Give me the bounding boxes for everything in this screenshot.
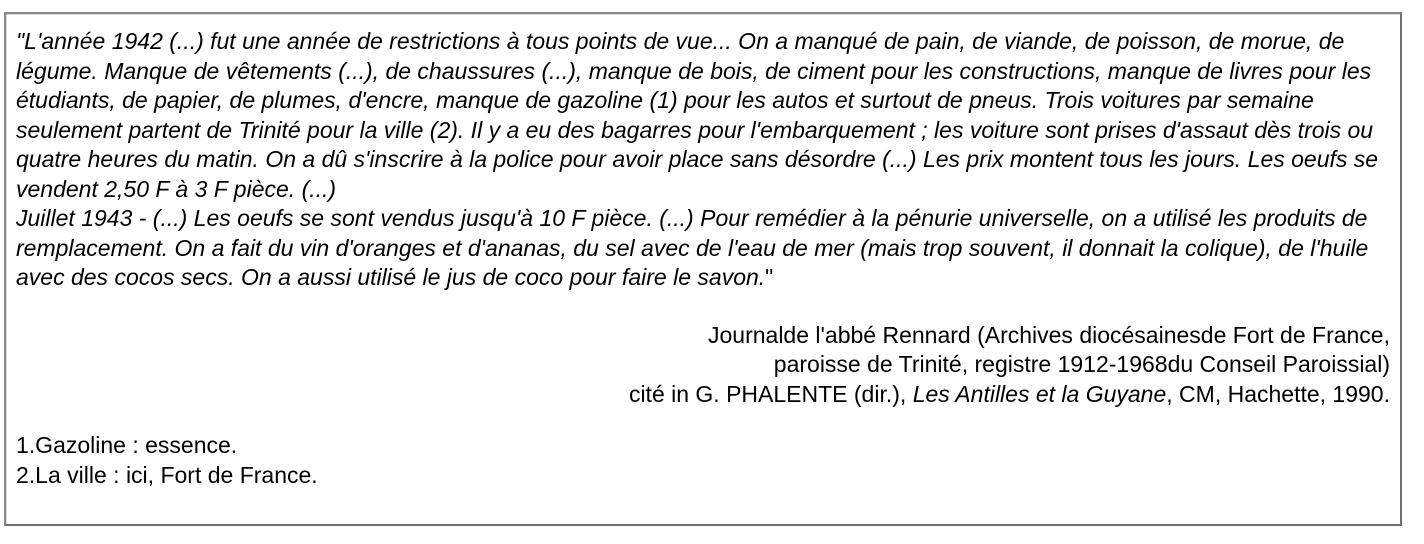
source-line-1: Journalde l'abbé Rennard (Archives diocésainesde Fort de France, <box>708 321 1390 348</box>
footnotes <box>16 431 1390 490</box>
source-line-3-prefix: cité in G. PHALENTE (dir.), <box>628 380 913 407</box>
source-line-3 <box>16 380 1390 410</box>
quote-paragraph-1: "L'année 1942 (...) fut une année de restrictions à tous points de vue... On a manqué de pain, de viande, de poisson, de morue, de légume. Manque de vêtements (...), de chaussures (...), manque de bois, de ciment pour les constructions, manque de livres pour les étudiants, de papier, de plumes, d'encre, manque de gazoline (1) pour les autos et surtout de pneus. Trois voitures par semaine seulement partent de Trinité pour la ville (2). Il y a eu des bagarres pour l'embarquement ; les voiture sont prises d'assaut dès trois ou quatre heures du matin. On a dû s'inscrire à la police pour avoir place sans désordre (...) Les prix montent tous les jours. Les oeufs se vendent 2,50 F à 3 F pièce. (...) <box>16 28 1379 202</box>
quote-paragraph-2-text: Juillet 1943 - (...) Les oeufs se sont vendus jusqu'à 10 F pièce. (...) Pour remédier à la pénurie universelle, on a utilisé les produits de remplacement. On a fait du vin d'oranges et d'ananas, du sel avec de l'eau de mer (mais trop souvent, il donnait la colique), de l'huile avec des cocos secs. On a aussi utilisé le jus de coco pour faire le savon. <box>16 205 1369 290</box>
footnote-2: 2.La ville : ici, Fort de France. <box>16 461 318 488</box>
book-title: Les Antilles et la Guyane <box>912 380 1167 407</box>
quote-block <box>16 27 1390 293</box>
source-citation <box>16 321 1390 410</box>
quote-paragraph-2 <box>16 204 1390 293</box>
source-line-3-suffix: , CM, Hachette, 1990. <box>1166 380 1390 407</box>
footnote-1: 1.Gazoline : essence. <box>16 432 238 458</box>
source-line-2: paroisse de Trinité, registre 1912-1968du Conseil Paroissial) <box>773 351 1390 377</box>
document-frame <box>4 12 1402 526</box>
closing-quote-mark: " <box>765 264 774 290</box>
